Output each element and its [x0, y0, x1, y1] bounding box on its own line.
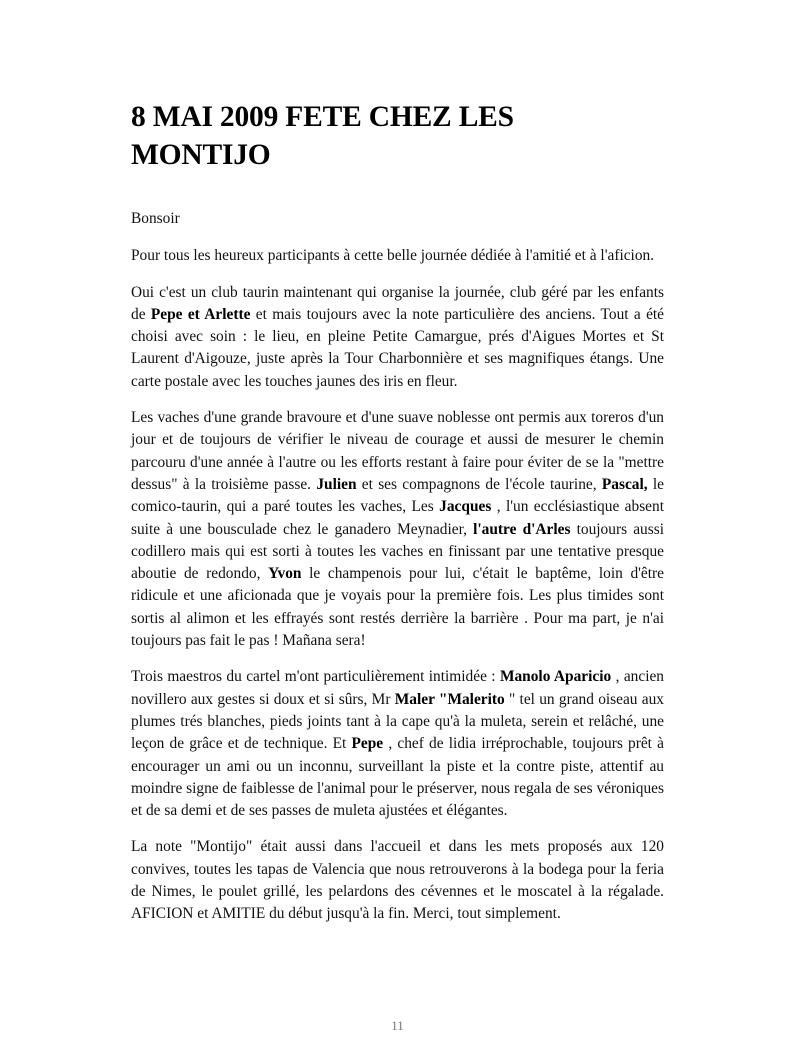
document-title: [131, 98, 664, 174]
paragraph-intro: Pour tous les heureux participants à cette belle journée dédiée à l'amitié et à l'aficion.: [131, 247, 655, 265]
text-run: , l'un ecclésiastique absent suite à une bousculade chez le ganadero Meynadier,: [131, 498, 664, 538]
text-run: , chef de lidia irréprochable, toujours prêt à encourager un ami ou un inconnu, surveillant la piste et la contre piste, attentif au moindre signe de faiblesse de l'animal pour le préserver, nous regala de ses véroniques et de sa demi et de ses passes de muleta ajustées et élégantes.: [131, 735, 664, 820]
text-run: et mais toujours avec la note particulière des anciens. Tout a été choisi avec soin : le lieu, en pleine Petite Camargue, prés d'Aigues Mortes et St Laurent d'Aigouze, juste après la Tour Charbonnière et ses magnifiques étangs. Une carte postale avec les touches jaunes des iris en fleur.: [131, 305, 665, 390]
bold-name: Maler "Malerito: [394, 690, 505, 708]
greeting: Bonsoir: [131, 210, 180, 227]
bold-name: Jacques: [439, 498, 492, 516]
text-run: Les vaches d'une grande bravoure et d'une suave noblesse ont permis aux toreros d'un jour et de toujours de vérifier le niveau de courage et aussi de mesurer le chemin parcouru d'une année à l'autre ou les efforts restant à faire pour éviter de se la "mettre dessus" à la troisième passe.: [131, 409, 664, 493]
bold-name: Julien: [316, 475, 357, 493]
text-run: , ancien novillero aux gestes si doux et si sûrs, Mr: [131, 668, 664, 708]
text-run: Oui c'est un club taurin maintenant qui organise la journée, club géré par les enfants de: [131, 283, 664, 323]
text-run: et ses compagnons de l'école taurine,: [356, 475, 602, 493]
bold-name: Pascal,: [601, 475, 648, 493]
text-run: le comico-taurin, qui a paré toutes les vaches, Les: [131, 475, 665, 516]
bold-name: Pepe: [351, 735, 384, 753]
title-line-1: 8 MAI 2009 FETE CHEZ LES: [131, 101, 514, 133]
paragraph-maestros: [131, 666, 664, 822]
paragraph-montijo-note: La note "Montijo" était aussi dans l'accueil et dans les mets proposés aux 120 convives, toutes les tapas de Valencia que nous retrouverons à la bodega pour la feria de Nimes, le poulet grillé, les pelardons des cévennes et le moscatel à la régalade. AFICION et AMITIE du début jusqu'à la fin. Merci, tout simplement.: [131, 838, 664, 923]
text-run: le champenois pour lui, c'était le baptême, loin d'être ridicule et une aficionada que je voyais pour la première fois. Les plus timides sont sortis al alimon et les effrayés sont restés derrière la barrière . Pour ma part, je n'ai toujours pas fait le pas ! Mañana sera!: [131, 565, 664, 650]
bold-name: l'autre d'Arles: [473, 520, 571, 538]
paragraph-club: [131, 282, 664, 393]
text-run: toujours aussi codillero mais qui est sorti à toutes les vaches en finissant par une tentative presque aboutie de redondo,: [131, 520, 664, 583]
document-body: [131, 98, 664, 926]
bold-name: Yvon: [268, 565, 302, 583]
title-line-2: MONTIJO: [131, 139, 271, 171]
text-run: Trois maestros du cartel m'ont particulièrement intimidée :: [131, 668, 500, 686]
bold-name: Pepe et Arlette: [150, 305, 251, 323]
paragraph-vaches: [131, 407, 664, 652]
page-number: 11: [391, 1018, 404, 1033]
bold-name: Manolo Aparicio: [499, 668, 612, 686]
text-run: " tel un grand oiseau aux plumes trés blanches, pieds joints tant à la cape qu'à la muleta, serein et relâché, une leçon de grâce et de technique. Et: [131, 690, 665, 753]
